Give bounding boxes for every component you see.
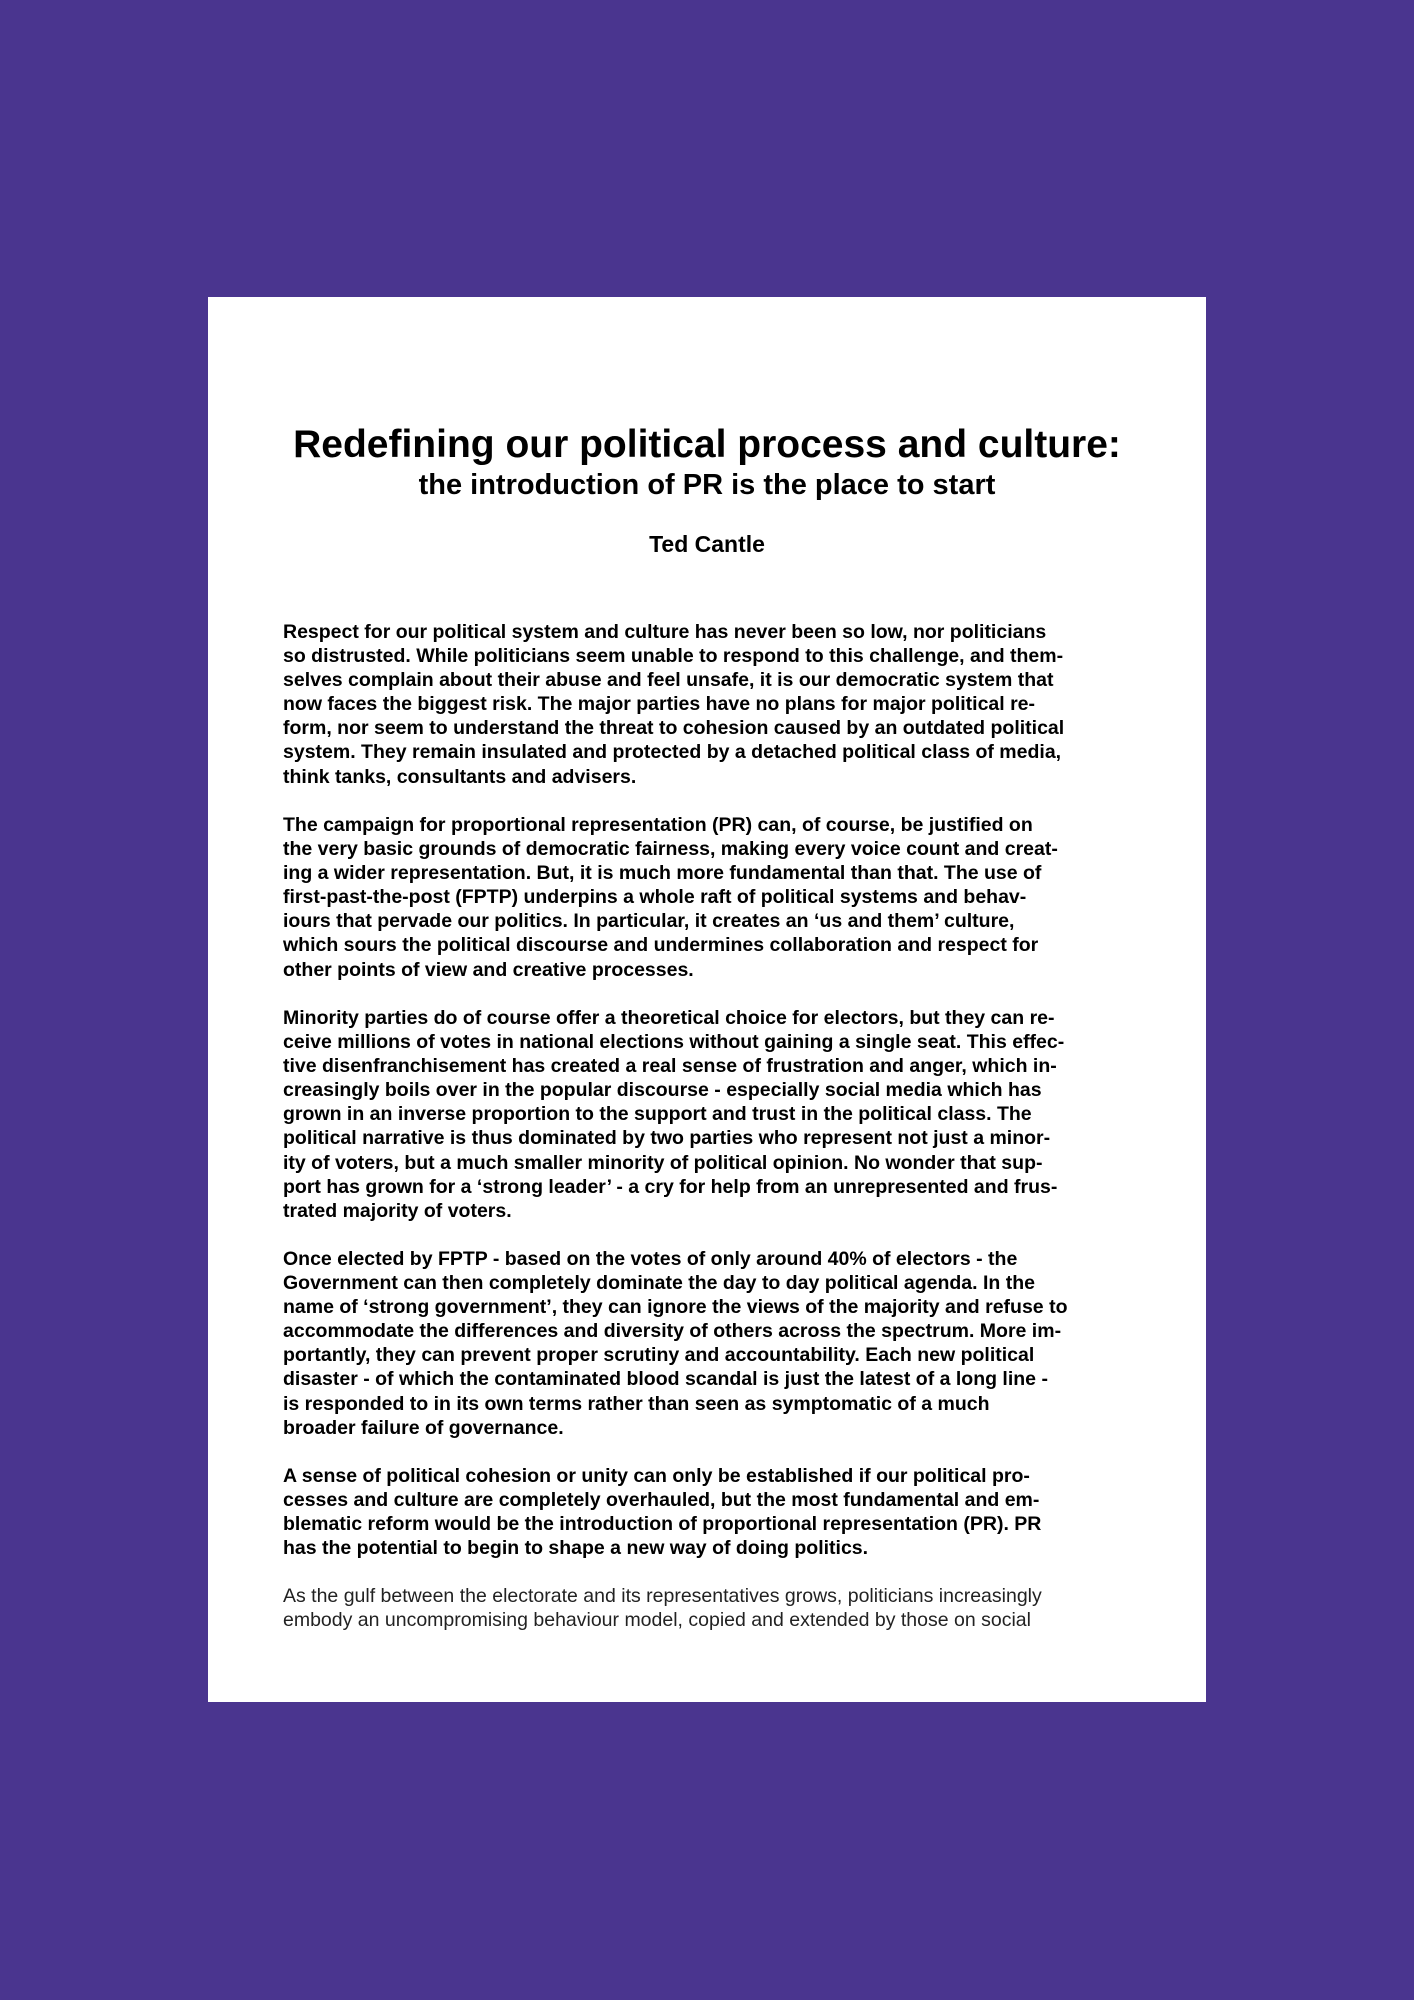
paragraph-line: form, nor seem to understand the threat to cohesion caused by an outdated political [283,717,1065,740]
paragraph-line: the very basic grounds of democratic fairness, making every voice count and creat- [283,838,1058,861]
paragraph-line: creasingly boils over in the popular discourse - especially social media which has [283,1079,1042,1102]
author-name: Ted Cantle [649,531,765,557]
paragraph-line: iours that pervade our politics. In particular, it creates an ‘us and them’ culture, [283,910,1015,933]
paragraph-line: Minority parties do of course offer a theoretical choice for electors, but they can re- [283,1007,1055,1029]
document-page [208,297,1206,1702]
paragraph-line: As the gulf between the electorate and its representatives grows, politicians increasingly [283,1585,1042,1607]
paragraph-line: is responded to in its own terms rather than seen as symptomatic of a much [283,1392,990,1415]
paragraph-line: so distrusted. While politicians seem unable to respond to this challenge, and them- [283,645,1064,668]
paragraph-line: embody an uncompromising behaviour model, copied and extended by those on social [283,1609,1031,1632]
paragraph-line: Once elected by FPTP - based on the votes of only around 40% of electors - the [283,1248,1018,1270]
paragraph-2 [283,813,1058,982]
paragraph-line: political narrative is thus dominated by two parties who represent not just a minor- [283,1127,1051,1150]
paragraph-line: A sense of political cohesion or unity can only be established if our political pro- [283,1465,1030,1487]
paragraph-line: first-past-the-post (FPTP) underpins a whole raft of political systems and behav- [283,886,1027,909]
paragraph-6 [283,1584,1042,1632]
document-subtitle: the introduction of PR is the place to start [418,469,996,501]
paragraph-line: think tanks, consultants and advisers. [283,765,637,788]
paragraph-line: ing a wider representation. But, it is much more fundamental than that. The use of [283,862,1042,885]
paragraph-line: cesses and culture are completely overhauled, but the most fundamental and em- [283,1489,1040,1512]
paragraph-line: now faces the biggest risk. The major parties have no plans for major political re- [283,693,1036,716]
paragraph-1 [283,620,1064,789]
paragraph-line: Respect for our political system and culture has never been so low, nor politicians [283,621,1047,643]
paragraph-line: blematic reform would be the introduction of proportional representation (PR). PR [283,1513,1042,1536]
paragraph-line: trated majority of voters. [283,1199,512,1222]
paragraph-line: tive disenfranchisement has created a real sense of frustration and anger, which in- [283,1055,1057,1078]
paragraph-line: ity of voters, but a much smaller minority of political opinion. No wonder that sup- [283,1151,1043,1174]
paragraph-line: ceive millions of votes in national elections without gaining a single seat. This effec- [283,1031,1065,1054]
paragraph-line: accommodate the differences and diversity of others across the spectrum. More im- [283,1320,1062,1343]
paragraph-5 [283,1464,1041,1560]
document-title: Redefining our political process and culture: [293,423,1121,466]
paragraph-line: name of ‘strong government’, they can ignore the views of the majority and refuse to [283,1296,1068,1319]
paragraph-line: which sours the political discourse and undermines collaboration and respect for [283,934,1039,957]
paragraph-line: portantly, they can prevent proper scrutiny and accountability. Each new political [283,1344,1035,1367]
paragraph-3 [283,1006,1064,1223]
paragraph-line: system. They remain insulated and protected by a detached political class of media, [283,741,1062,764]
paragraph-line: Government can then completely dominate the day to day political agenda. In the [283,1272,1035,1295]
paragraph-line: disaster - of which the contaminated blood scandal is just the latest of a long line - [283,1368,1048,1391]
paragraph-line: has the potential to begin to shape a new way of doing politics. [283,1537,869,1560]
paragraph-4 [283,1247,1067,1440]
paragraph-line: The campaign for proportional representation (PR) can, of course, be justified on [283,814,1033,836]
paragraph-line: broader failure of governance. [283,1416,564,1439]
paragraph-line: other points of view and creative processes. [283,958,694,981]
paragraph-line: port has grown for a ‘strong leader’ - a cry for help from an unrepresented and frus- [283,1175,1058,1198]
paragraph-line: selves complain about their abuse and feel unsafe, it is our democratic system that [283,669,1054,692]
paragraph-line: grown in an inverse proportion to the support and trust in the political class. The [283,1103,1032,1126]
